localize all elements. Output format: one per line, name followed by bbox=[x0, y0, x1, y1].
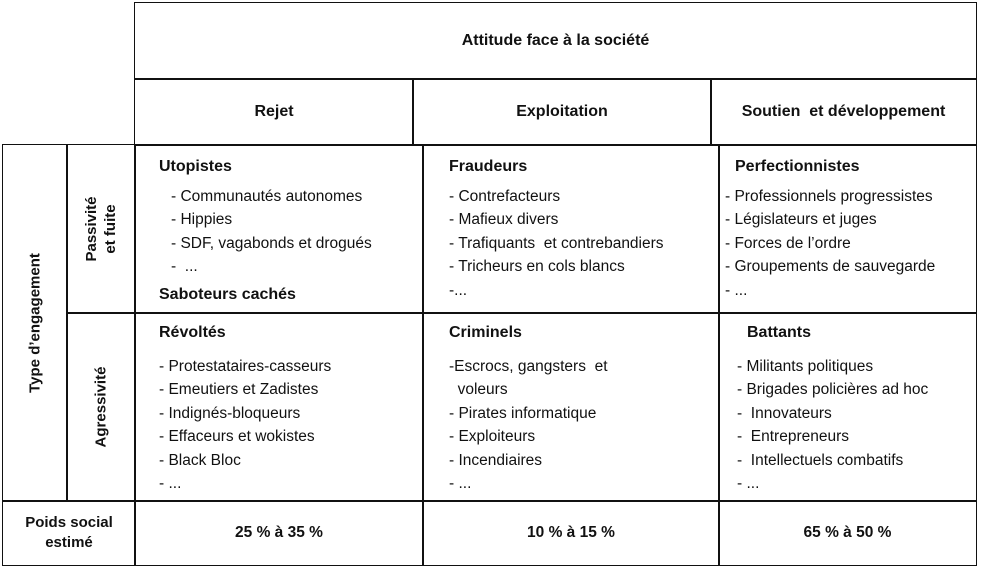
group-heading: Saboteurs cachés bbox=[159, 285, 296, 303]
column-header-label: Soutien et développement bbox=[741, 103, 946, 120]
list-item: - Incendiaires bbox=[449, 451, 543, 469]
cell-battants bbox=[718, 312, 977, 502]
row-label-line: et fuite bbox=[102, 204, 119, 254]
column-header-exploitation bbox=[412, 78, 712, 146]
footer-value-rejet bbox=[134, 500, 424, 566]
footer-value: 25 % à 35 % bbox=[235, 524, 323, 541]
list-item: - Mafieux divers bbox=[449, 211, 559, 228]
list-item: - Innovateurs bbox=[737, 404, 832, 422]
group-heading: Perfectionnistes bbox=[735, 158, 860, 175]
footer-value-soutien bbox=[718, 500, 977, 566]
list-item: - Black Bloc bbox=[159, 451, 241, 469]
cell-criminels bbox=[422, 312, 720, 502]
row-label-passivite bbox=[66, 144, 136, 314]
list-item: - Professionnels progressistes bbox=[725, 187, 933, 205]
cell-revoltes bbox=[134, 312, 424, 502]
cell-utopistes bbox=[134, 144, 424, 314]
list-item: - ... bbox=[159, 475, 182, 492]
list-item: - ... bbox=[449, 475, 472, 492]
footer-label-line: Poids social bbox=[25, 514, 113, 531]
list-item: - Exploiteurs bbox=[449, 428, 536, 445]
list-item: - Hippies bbox=[171, 211, 233, 228]
list-item: - Effaceurs et wokistes bbox=[159, 428, 315, 445]
list-item: - Indignés-bloqueurs bbox=[159, 404, 301, 422]
column-header-label: Rejet bbox=[254, 103, 294, 120]
footer-value-exploitation bbox=[422, 500, 720, 566]
list-item: - Groupements de sauvegarde bbox=[725, 258, 936, 275]
list-item: - Législateurs et juges bbox=[725, 211, 877, 228]
list-item: - Forces de l’ordre bbox=[725, 234, 851, 252]
list-item: - SDF, vagabonds et drogués bbox=[171, 234, 372, 252]
group-heading: Révoltés bbox=[159, 324, 226, 341]
footer-value: 10 % à 15 % bbox=[527, 524, 615, 541]
group-heading: Criminels bbox=[449, 324, 522, 341]
list-item: voleurs bbox=[449, 381, 508, 398]
column-header-rejet bbox=[134, 78, 414, 146]
footer-label bbox=[2, 500, 136, 566]
row-label-agressivite bbox=[66, 312, 136, 502]
column-header-soutien bbox=[710, 78, 977, 146]
list-item: - ... bbox=[171, 258, 198, 275]
list-item: - Communautés autonomes bbox=[171, 187, 363, 205]
group-heading: Fraudeurs bbox=[449, 158, 528, 175]
table-title-text: Attitude face à la société bbox=[461, 32, 650, 49]
column-header-label: Exploitation bbox=[516, 103, 608, 120]
footer-label-line: estimé bbox=[45, 534, 93, 551]
list-item: - Protestataires-casseurs bbox=[159, 357, 332, 375]
list-item: - Contrefacteurs bbox=[449, 187, 561, 205]
cell-perfectionnistes bbox=[718, 144, 977, 314]
list-item: - Brigades policières ad hoc bbox=[737, 381, 929, 398]
group-heading: Battants bbox=[747, 324, 812, 341]
list-item: - Militants politiques bbox=[737, 357, 874, 375]
list-item: - Emeutiers et Zadistes bbox=[159, 381, 319, 398]
list-item: -Escrocs, gangsters et bbox=[449, 357, 608, 375]
row-label-line: Passivité bbox=[83, 196, 100, 262]
row-label-agressivite-text: Agressivité bbox=[92, 366, 110, 448]
row-label-passivite-text bbox=[82, 196, 120, 261]
table-title bbox=[134, 2, 977, 80]
list-item: - Pirates informatique bbox=[449, 404, 597, 422]
list-item: -... bbox=[449, 281, 468, 299]
row-group-label-text: Type d’engagement bbox=[26, 253, 44, 393]
list-item: - Tricheurs en cols blancs bbox=[449, 258, 625, 275]
row-group-label bbox=[2, 144, 68, 502]
list-item: - Entrepreneurs bbox=[737, 428, 849, 445]
cell-fraudeurs bbox=[422, 144, 720, 314]
list-item: - ... bbox=[725, 281, 748, 299]
list-item: - ... bbox=[737, 475, 760, 492]
list-item: - Intellectuels combatifs bbox=[737, 451, 904, 469]
group-heading: Utopistes bbox=[159, 158, 232, 175]
list-item: - Trafiquants et contrebandiers bbox=[449, 234, 664, 252]
footer-value: 65 % à 50 % bbox=[803, 524, 892, 541]
